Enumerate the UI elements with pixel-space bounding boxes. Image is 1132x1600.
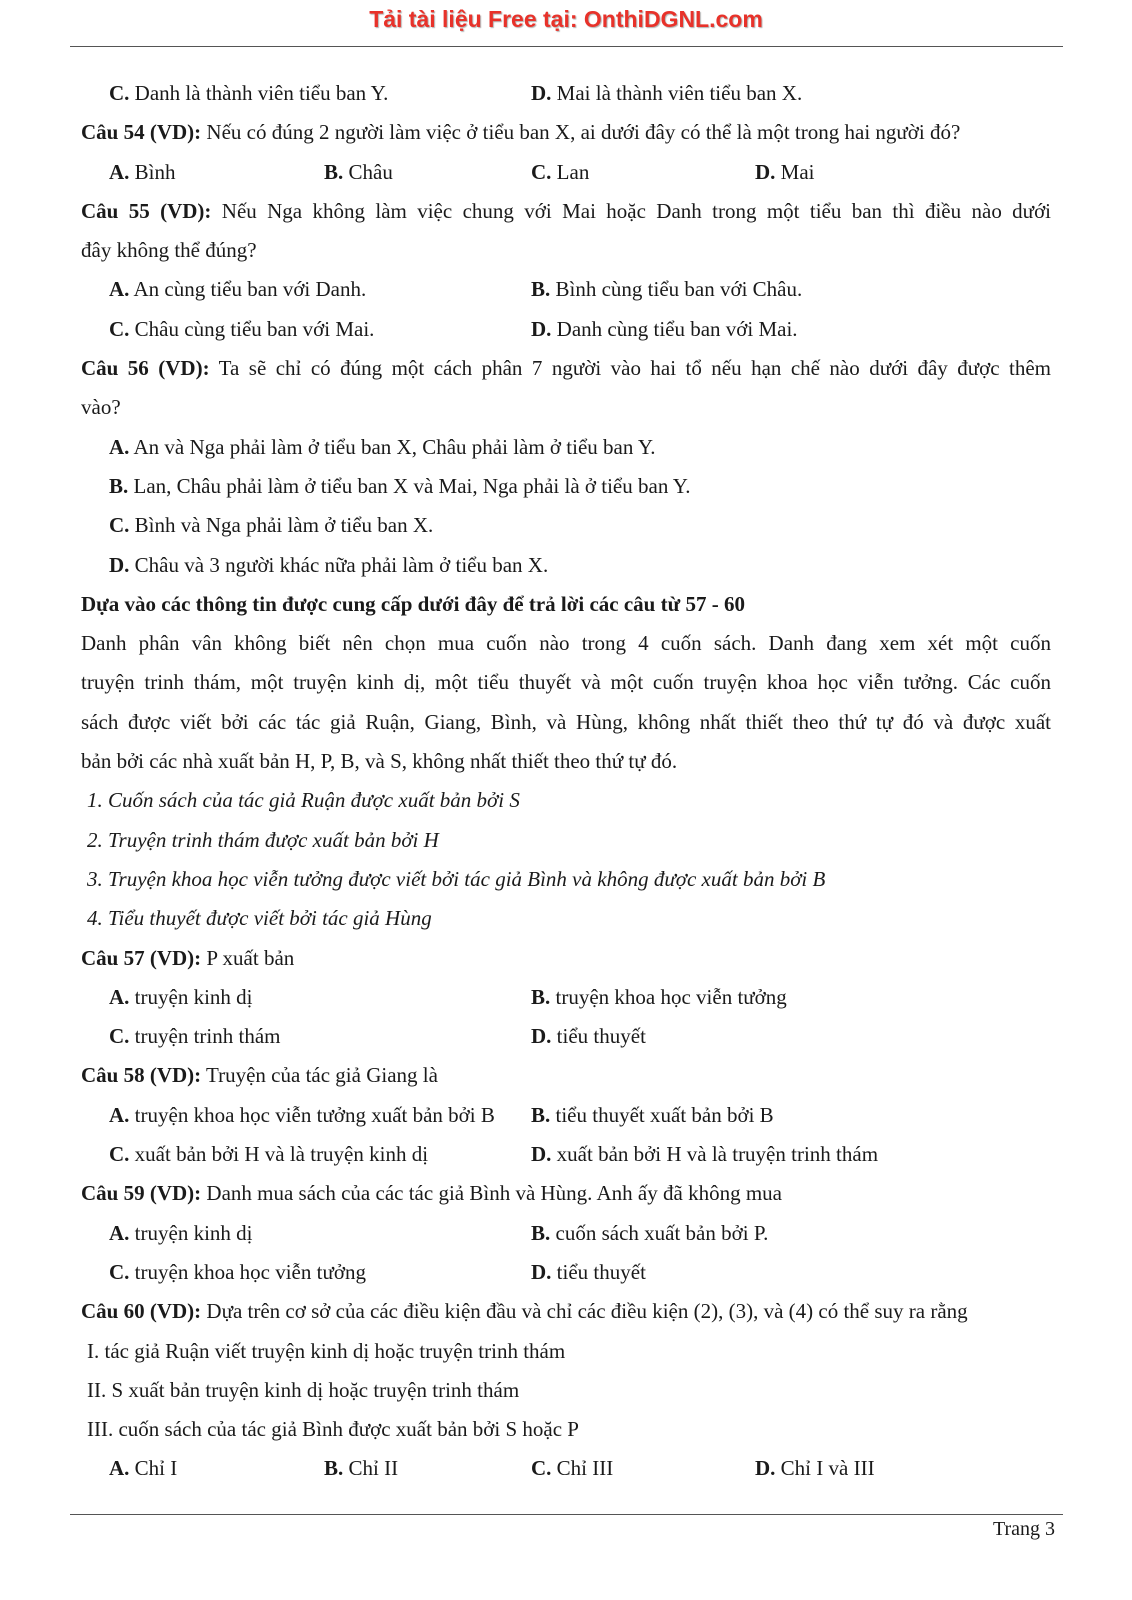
option-b: B. truyện khoa học viễn tưởng — [531, 984, 787, 1009]
passage-line: truyện trinh thám, một truyện kinh dị, một tiểu thuyết và một cuốn truyện khoa học viễn tưởng. Các cuốn — [81, 670, 1051, 695]
option-row — [81, 74, 1051, 113]
question-59: Câu 59 (VD): Danh mua sách của các tác giả Bình và Hùng. Anh ấy đã không mua — [81, 1181, 782, 1206]
footer-divider — [70, 1514, 1063, 1515]
option-b: B. Bình cùng tiểu ban với Châu. — [531, 277, 803, 302]
question-55-cont: đây không thể đúng? — [81, 238, 257, 263]
q60-options — [81, 1449, 1051, 1488]
q57-options-row1 — [81, 978, 1051, 1017]
option-b: B. Châu — [324, 159, 393, 184]
passage-line: sách được viết bởi các tác giả Ruận, Giang, Bình, và Hùng, không nhất thiết theo thứ tự đó và được xuất — [81, 709, 1051, 734]
download-banner[interactable]: Tải tài liệu Free tại: OnthiDGNL.com — [369, 6, 763, 32]
option-c: C. Danh là thành viên tiểu ban Y. — [109, 81, 389, 105]
option-c: C. Lan — [531, 159, 590, 184]
option-d: D. Châu và 3 người khác nữa phải làm ở tiểu ban X. — [109, 552, 549, 577]
option-a: A. An và Nga phải làm ở tiểu ban X, Châu phải làm ở tiểu ban Y. — [109, 434, 656, 459]
question-56: Câu 56 (VD): Ta sẽ chỉ có đúng một cách phân 7 người vào hai tổ nếu hạn chế nào dưới đây được thêm — [81, 356, 1052, 381]
option-b: B. Lan, Châu phải làm ở tiểu ban X và Mai, Nga phải là ở tiểu ban Y. — [109, 473, 691, 498]
passage-line: bản bởi các nhà xuất bản H, P, B, và S, không nhất thiết theo thứ tự đó. — [81, 749, 678, 774]
q54-options — [81, 153, 1051, 192]
question-57: Câu 57 (VD): P xuất bản — [81, 945, 295, 970]
question-56-cont: vào? — [81, 395, 121, 420]
option-a: A. Chỉ I — [109, 1456, 178, 1481]
question-55: Câu 55 (VD): Nếu Nga không làm việc chung với Mai hoặc Danh trong một tiểu ban thì điều nào dưới — [81, 198, 1052, 223]
option-d: D. xuất bản bởi H và là truyện trinh thám — [531, 1142, 879, 1167]
option-c: C. Châu cùng tiểu ban với Mai. — [109, 316, 375, 341]
statement-3: III. cuốn sách của tác giả Bình được xuất bản bởi S hoặc P — [87, 1417, 579, 1442]
statement-1: I. tác giả Ruận viết truyện kinh dị hoặc truyện trinh thám — [87, 1338, 566, 1363]
option-c: C. xuất bản bởi H và là truyện kinh dị — [109, 1142, 429, 1167]
question-54: Câu 54 (VD): Nếu có đúng 2 người làm việc ở tiểu ban X, ai dưới đây có thể là một trong hai người đó? — [81, 120, 961, 145]
option-d: D. Chỉ I và III — [755, 1456, 875, 1481]
option-a: A. An cùng tiểu ban với Danh. — [109, 277, 367, 302]
q55-options-row1 — [81, 270, 1051, 309]
option-d: D. Danh cùng tiểu ban với Mai. — [531, 316, 798, 341]
option-d: D. tiểu thuyết — [531, 1259, 646, 1284]
q58-options-row2 — [81, 1135, 1051, 1174]
option-b: B. Chỉ II — [324, 1456, 399, 1481]
option-b: B. cuốn sách xuất bản bởi P. — [531, 1220, 769, 1245]
option-c: C. truyện khoa học viễn tưởng — [109, 1259, 366, 1284]
option-a: A. Bình — [109, 159, 176, 184]
option-b: B. tiểu thuyết xuất bản bởi B — [531, 1102, 774, 1127]
question-60: Câu 60 (VD): Dựa trên cơ sở của các điều kiện đầu và chỉ các điều kiện (2), (3), và (4) có thể suy ra rằng — [81, 1299, 968, 1324]
option-a: A. truyện khoa học viễn tưởng xuất bản bởi B — [109, 1102, 495, 1127]
passage-line: Danh phân vân không biết nên chọn mua cuốn nào trong 4 cuốn sách. Danh đang xem xét một cuốn — [81, 631, 1051, 656]
q59-options-row1 — [81, 1214, 1051, 1253]
page-number: Trang 3 — [992, 1518, 1055, 1540]
statement-2: II. S xuất bản truyện kinh dị hoặc truyện trinh thám — [87, 1377, 520, 1402]
condition-1: 1. Cuốn sách của tác giả Ruận được xuất bản bởi S — [87, 788, 520, 813]
option-d: D. Mai — [755, 159, 815, 184]
option-a: A. truyện kinh dị — [109, 1220, 253, 1245]
option-a: A. truyện kinh dị — [109, 984, 253, 1009]
option-c: C. truyện trinh thám — [109, 1024, 281, 1049]
condition-2: 2. Truyện trinh thám được xuất bản bởi H — [87, 827, 439, 852]
q59-options-row2 — [81, 1253, 1051, 1292]
option-d: D. tiểu thuyết — [531, 1024, 646, 1049]
option-c: C. Chỉ III — [531, 1456, 614, 1481]
condition-4: 4. Tiểu thuyết được viết bởi tác giả Hùng — [87, 906, 432, 931]
header-divider — [70, 46, 1063, 47]
condition-3: 3. Truyện khoa học viễn tưởng được viết bởi tác giả Bình và không được xuất bản bởi B — [87, 866, 826, 891]
option-d: D. Mai là thành viên tiểu ban X. — [531, 81, 803, 105]
question-58: Câu 58 (VD): Truyện của tác giả Giang là — [81, 1063, 438, 1088]
option-c: C. Bình và Nga phải làm ở tiểu ban X. — [109, 513, 434, 538]
passage-heading: Dựa vào các thông tin được cung cấp dưới đây để trả lời các câu từ 57 - 60 — [81, 591, 745, 616]
page-content — [81, 74, 1051, 1489]
q58-options-row1 — [81, 1096, 1051, 1135]
q57-options-row2 — [81, 1017, 1051, 1056]
q55-options-row2 — [81, 310, 1051, 349]
